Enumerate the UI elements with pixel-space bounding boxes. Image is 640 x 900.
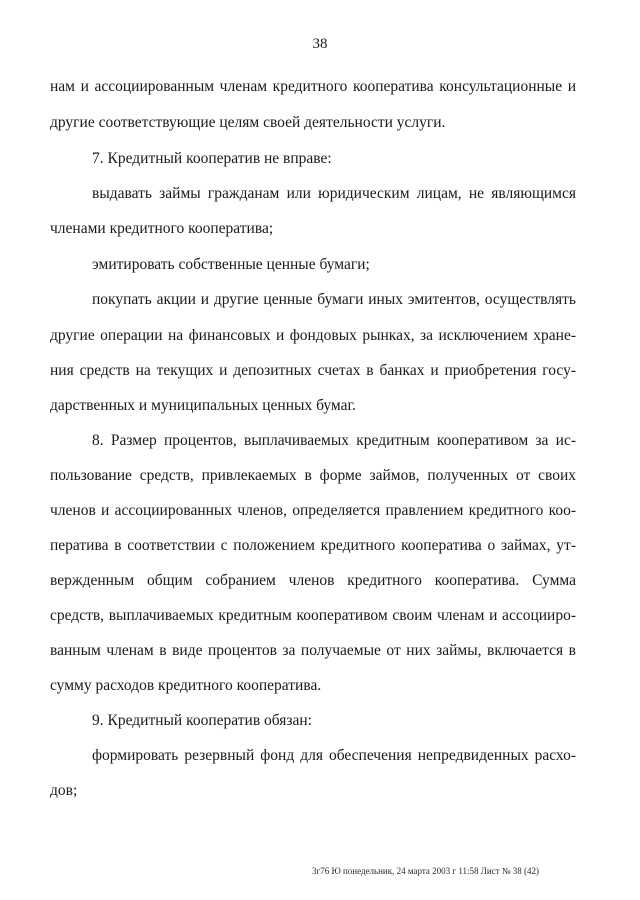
- text-line: ния средств на текущих и депозитных счетах в банках и приобретения госу-: [50, 362, 576, 379]
- page-number: 38: [312, 36, 328, 52]
- text-line: дарственных и муниципальных ценных бумаг.: [50, 397, 356, 414]
- print-footer: 3г76 Ю понедельник, 24 марта 2003 г 11:58 Лист № 38 (42): [312, 866, 539, 876]
- text-line: членов и ассоциированных членов, определяется правлением кредитного коо-: [50, 502, 576, 519]
- text-line: пользование средств, привлекаемых в форме займов, полученных от своих: [50, 467, 576, 484]
- text-line: выдавать займы гражданам или юридическим лицам, не являющимся: [92, 185, 576, 202]
- text-line: 9. Кредитный кооператив обязан:: [92, 712, 312, 729]
- text-line: другие соответствующие целям своей деятельности услуги.: [50, 114, 446, 131]
- text-line: дов;: [50, 782, 78, 799]
- text-line: 7. Кредитный кооператив не вправе:: [92, 150, 332, 167]
- text-line: членами кредитного кооператива;: [50, 220, 274, 237]
- text-line: нам и ассоциированным членам кредитного кооператива консультационные и: [50, 78, 576, 95]
- text-line: ванным членам в виде процентов за получаемые от них займы, включается в: [50, 642, 576, 659]
- text-line: сумму расходов кредитного кооператива.: [50, 677, 322, 694]
- text-line: другие операции на финансовых и фондовых рынках, за исключением хране-: [50, 327, 576, 344]
- text-line: ператива в соответствии с положением кредитного кооператива о займах, ут-: [50, 537, 576, 554]
- text-line: средств, выплачиваемых кредитным кооперативом своим членам и ассоцииро-: [50, 607, 576, 624]
- text-line: вержденным общим собранием членов кредитного кооператива. Сумма: [50, 572, 576, 589]
- text-line: эмитировать собственные ценные бумаги;: [92, 256, 370, 273]
- text-line: 8. Размер процентов, выплачиваемых кредитным кооперативом за ис-: [92, 432, 576, 449]
- text-line: формировать резервный фонд для обеспечения непредвиденных расхо-: [92, 747, 576, 764]
- text-line: покупать акции и другие ценные бумаги иных эмитентов, осуществлять: [92, 291, 576, 308]
